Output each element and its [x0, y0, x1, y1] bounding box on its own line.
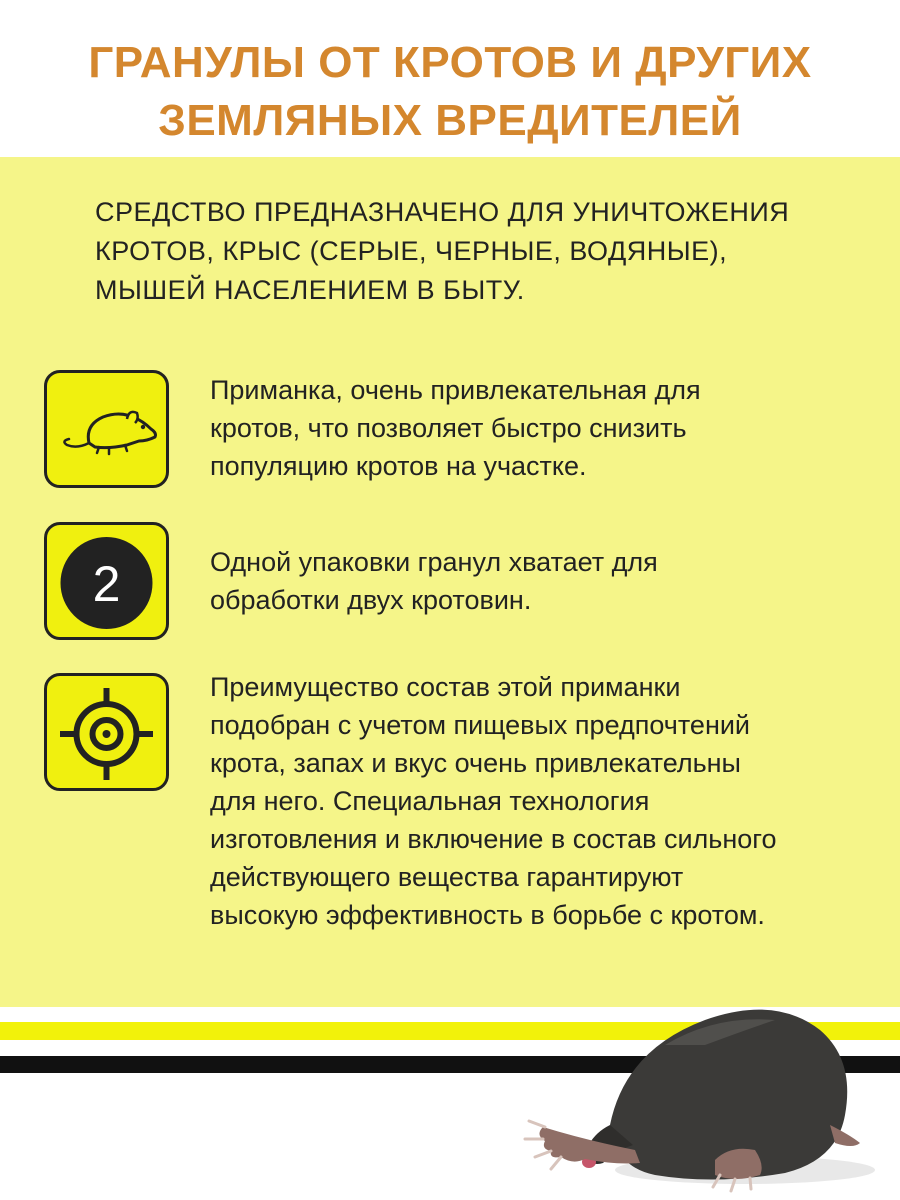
rat-icon — [47, 373, 166, 485]
feature-3-line-2: подобран с учетом пищевых предпочтений — [210, 710, 751, 740]
feature-2-line-1: Одной упаковки гранул хватает для — [210, 547, 658, 577]
feature-3-line-4: для него. Специальная технология — [210, 786, 650, 816]
feature-1-text — [210, 371, 870, 485]
feature-2-line-2: обработки двух кротовин. — [210, 585, 532, 615]
title-line-1: ГРАНУЛЫ ОТ КРОТОВ И ДРУГИХ — [88, 38, 812, 87]
feature-3-line-5: изготовления и включение в состав сильного — [210, 824, 777, 854]
intro-line-2: КРОТОВ, КРЫС (СЕРЫЕ, ЧЕРНЫЕ, ВОДЯНЫЕ), — [95, 236, 728, 266]
intro-line-1: СРЕДСТВО ПРЕДНАЗНАЧЕНО ДЛЯ УНИЧТОЖЕНИЯ — [95, 197, 790, 227]
feature-3-line-3: крота, запах и вкус очень привлекательны — [210, 748, 741, 778]
feature-3-text — [210, 668, 870, 934]
intro-text — [95, 193, 875, 310]
feature-1-line-2: кротов, что позволяет быстро снизить — [210, 413, 687, 443]
number-two-icon — [47, 525, 166, 637]
intro-line-3: МЫШЕЙ НАСЕЛЕНИЕМ В БЫТУ. — [95, 275, 525, 305]
feature-3-line-1: Преимущество состав этой приманки — [210, 672, 681, 702]
feature-3-line-7: высокую эффективность в борьбе с кротом. — [210, 900, 765, 930]
header — [0, 0, 900, 157]
title-line-2: ЗЕМЛЯНЫХ ВРЕДИТЕЛЕЙ — [158, 96, 742, 145]
mole-image — [515, 975, 900, 1200]
feature-2-text — [210, 543, 870, 619]
feature-1-line-3: популяцию кротов на участке. — [210, 451, 587, 481]
feature-1-line-1: Приманка, очень привлекательная для — [210, 375, 701, 405]
target-icon-box — [44, 673, 169, 791]
feature-3-line-6: действующего вещества гарантируют — [210, 862, 684, 892]
target-icon — [47, 676, 166, 788]
number-two-icon-box — [44, 522, 169, 640]
rat-icon-box — [44, 370, 169, 488]
page-title — [0, 34, 900, 150]
number-two-label: 2 — [92, 556, 121, 612]
